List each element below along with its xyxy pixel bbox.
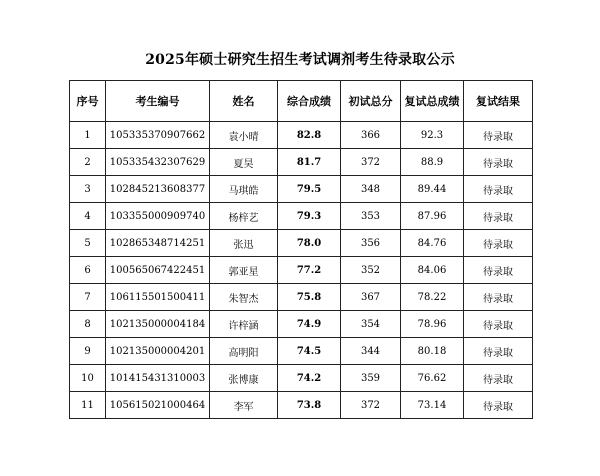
table-row (70, 365, 533, 392)
cell-retest-result: 待录取 (464, 203, 533, 230)
cell-retest-result: 待录取 (464, 176, 533, 203)
cell-composite-score: 73.8 (278, 392, 341, 419)
cell-composite-score: 77.2 (278, 257, 341, 284)
cell-initial-total: 372 (341, 149, 401, 176)
cell-initial-total: 366 (341, 122, 401, 149)
cell-composite-score: 82.8 (278, 122, 341, 149)
cell-initial-total: 359 (341, 365, 401, 392)
cell-name: 高明阳 (210, 338, 278, 365)
cell-retest-total: 76.62 (401, 365, 464, 392)
cell-name: 李军 (210, 392, 278, 419)
cell-exam-id: 105335432307629 (106, 149, 210, 176)
cell-exam-id: 105335370907662 (106, 122, 210, 149)
cell-name: 夏昊 (210, 149, 278, 176)
cell-initial-total: 372 (341, 392, 401, 419)
cell-no: 3 (70, 176, 106, 203)
cell-exam-id: 100565067422451 (106, 257, 210, 284)
table-row (70, 392, 533, 419)
cell-composite-score: 81.7 (278, 149, 341, 176)
cell-composite-score: 74.5 (278, 338, 341, 365)
cell-retest-result: 待录取 (464, 311, 533, 338)
table-row (70, 338, 533, 365)
cell-composite-score: 79.5 (278, 176, 341, 203)
table-row (70, 203, 533, 230)
cell-exam-id: 103355000909740 (106, 203, 210, 230)
cell-initial-total: 348 (341, 176, 401, 203)
cell-retest-total: 80.18 (401, 338, 464, 365)
cell-composite-score: 74.2 (278, 365, 341, 392)
col-header-retest-total: 复试总成绩 (401, 81, 464, 122)
cell-no: 4 (70, 203, 106, 230)
cell-retest-total: 87.96 (401, 203, 464, 230)
cell-no: 6 (70, 257, 106, 284)
cell-retest-total: 89.44 (401, 176, 464, 203)
cell-initial-total: 352 (341, 257, 401, 284)
cell-name: 许梓涵 (210, 311, 278, 338)
table-row (70, 176, 533, 203)
cell-no: 1 (70, 122, 106, 149)
cell-name: 马琪皓 (210, 176, 278, 203)
cell-name: 郭亚星 (210, 257, 278, 284)
cell-no: 2 (70, 149, 106, 176)
cell-no: 5 (70, 230, 106, 257)
cell-retest-result: 待录取 (464, 392, 533, 419)
cell-initial-total: 344 (341, 338, 401, 365)
cell-exam-id: 102135000004184 (106, 311, 210, 338)
cell-composite-score: 74.9 (278, 311, 341, 338)
col-header-no: 序号 (70, 81, 106, 122)
cell-composite-score: 79.3 (278, 203, 341, 230)
cell-retest-total: 84.76 (401, 230, 464, 257)
table-row (70, 230, 533, 257)
cell-retest-result: 待录取 (464, 230, 533, 257)
cell-exam-id: 105615021000464 (106, 392, 210, 419)
cell-initial-total: 353 (341, 203, 401, 230)
cell-retest-result: 待录取 (464, 365, 533, 392)
cell-exam-id: 101415431310003 (106, 365, 210, 392)
cell-name: 袁小晴 (210, 122, 278, 149)
col-header-name: 姓名 (210, 81, 278, 122)
col-header-retest-result: 复试结果 (464, 81, 533, 122)
col-header-exam-id: 考生编号 (106, 81, 210, 122)
cell-name: 朱智杰 (210, 284, 278, 311)
cell-initial-total: 367 (341, 284, 401, 311)
cell-no: 9 (70, 338, 106, 365)
cell-retest-result: 待录取 (464, 284, 533, 311)
cell-exam-id: 106115501500411 (106, 284, 210, 311)
page-title: 2025年硕士研究生招生考试调剂考生待录取公示 (145, 52, 455, 68)
cell-retest-result: 待录取 (464, 257, 533, 284)
cell-retest-total: 92.3 (401, 122, 464, 149)
cell-name: 张博康 (210, 365, 278, 392)
cell-retest-total: 73.14 (401, 392, 464, 419)
cell-composite-score: 78.0 (278, 230, 341, 257)
cell-no: 8 (70, 311, 106, 338)
cell-no: 11 (70, 392, 106, 419)
cell-composite-score: 75.8 (278, 284, 341, 311)
cell-exam-id: 102865348714251 (106, 230, 210, 257)
table-row (70, 284, 533, 311)
table-row (70, 311, 533, 338)
table-row (70, 149, 533, 176)
col-header-initial-total: 初试总分 (341, 81, 401, 122)
cell-retest-result: 待录取 (464, 122, 533, 149)
cell-initial-total: 356 (341, 230, 401, 257)
table-header-row (70, 81, 533, 122)
cell-exam-id: 102845213608377 (106, 176, 210, 203)
cell-exam-id: 102135000004201 (106, 338, 210, 365)
cell-initial-total: 354 (341, 311, 401, 338)
table-row (70, 122, 533, 149)
cell-retest-total: 88.9 (401, 149, 464, 176)
cell-retest-result: 待录取 (464, 338, 533, 365)
cell-retest-total: 84.06 (401, 257, 464, 284)
cell-retest-total: 78.96 (401, 311, 464, 338)
cell-no: 7 (70, 284, 106, 311)
admission-table (69, 80, 533, 419)
table-row (70, 257, 533, 284)
cell-name: 张迅 (210, 230, 278, 257)
cell-retest-total: 78.22 (401, 284, 464, 311)
cell-no: 10 (70, 365, 106, 392)
col-header-composite-score: 综合成绩 (278, 81, 341, 122)
cell-name: 杨梓艺 (210, 203, 278, 230)
cell-retest-result: 待录取 (464, 149, 533, 176)
